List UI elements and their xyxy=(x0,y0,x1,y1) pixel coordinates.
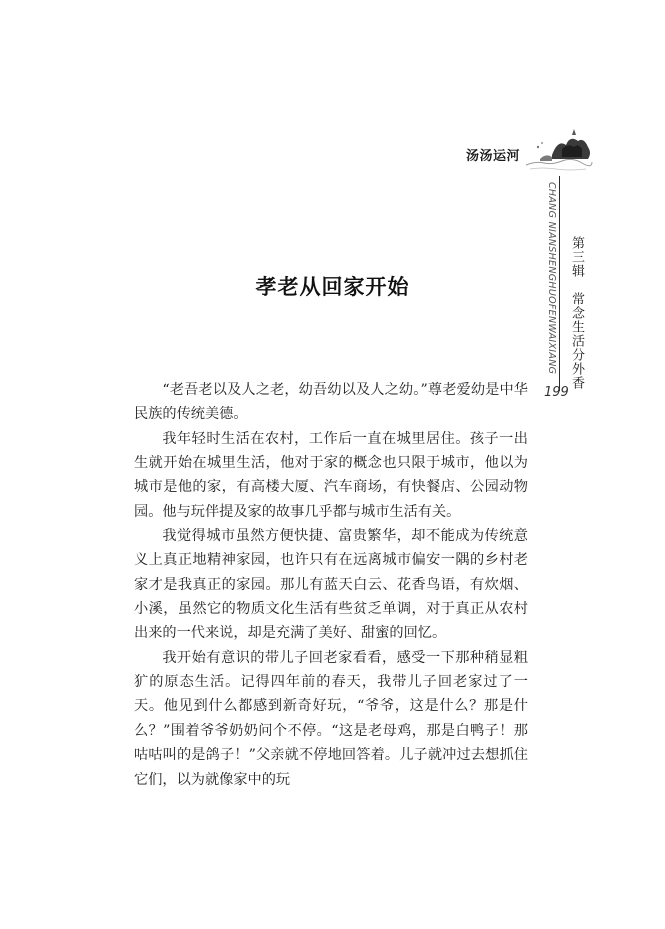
ink-landscape-icon xyxy=(522,125,594,175)
paragraph: 我年轻时生活在农村，工作后一直在城里居住。孩子一出生就开始在城里生活，他对于家的概念也只限于城市，他以为城市是他的家，有高楼大厦、汽车商场，有快餐店、公园动物园。他与玩伴提及家的故事几乎都与城市生活有关。 xyxy=(134,430,528,520)
paragraph: 我觉得城市虽然方便快捷、富贵繁华，却不能成为传统意义上真正地精神家园，也许只有在远离城市偏安一隅的乡村老家才是我真正的家园。那儿有蓝天白云、花香鸟语，有炊烟、小溪，虽然它的物质文化生活有些贫乏单调，对于真正从农村出来的一代来说，却是充满了美好、甜蜜的回忆。 xyxy=(134,528,528,642)
page-number: 199 xyxy=(544,385,569,400)
paragraph: “老吾老以及人之老，幼吾幼以及人之幼。”尊老爱幼是中华民族的传统美德。 xyxy=(134,382,528,423)
section-title-vertical: 第三辑 常念生活分外香 xyxy=(569,236,584,390)
paragraph: 我开始有意识的带儿子回老家看看，感受一下那种稍显粗犷的原态生活。记得四年前的春天，我带儿子回老家过了一天。他见到什么都感到新奇好玩，“爷爷，这是什么？那是什么？”围着爷爷奶奶问个不停。“这是老母鸡，那是白鸭子！那咕咕叫的是鸽子！”父亲就不停地回答着。儿子就冲过去想抓住它们，以为就像家中的玩 xyxy=(134,649,528,788)
section-pinyin: CHANG NIANSHENGHUOFENWAIXIANG xyxy=(546,182,557,375)
article-title: 孝老从回家开始 xyxy=(255,275,410,299)
book-title: 汤汤运河 xyxy=(466,149,521,164)
article-body xyxy=(134,378,528,792)
